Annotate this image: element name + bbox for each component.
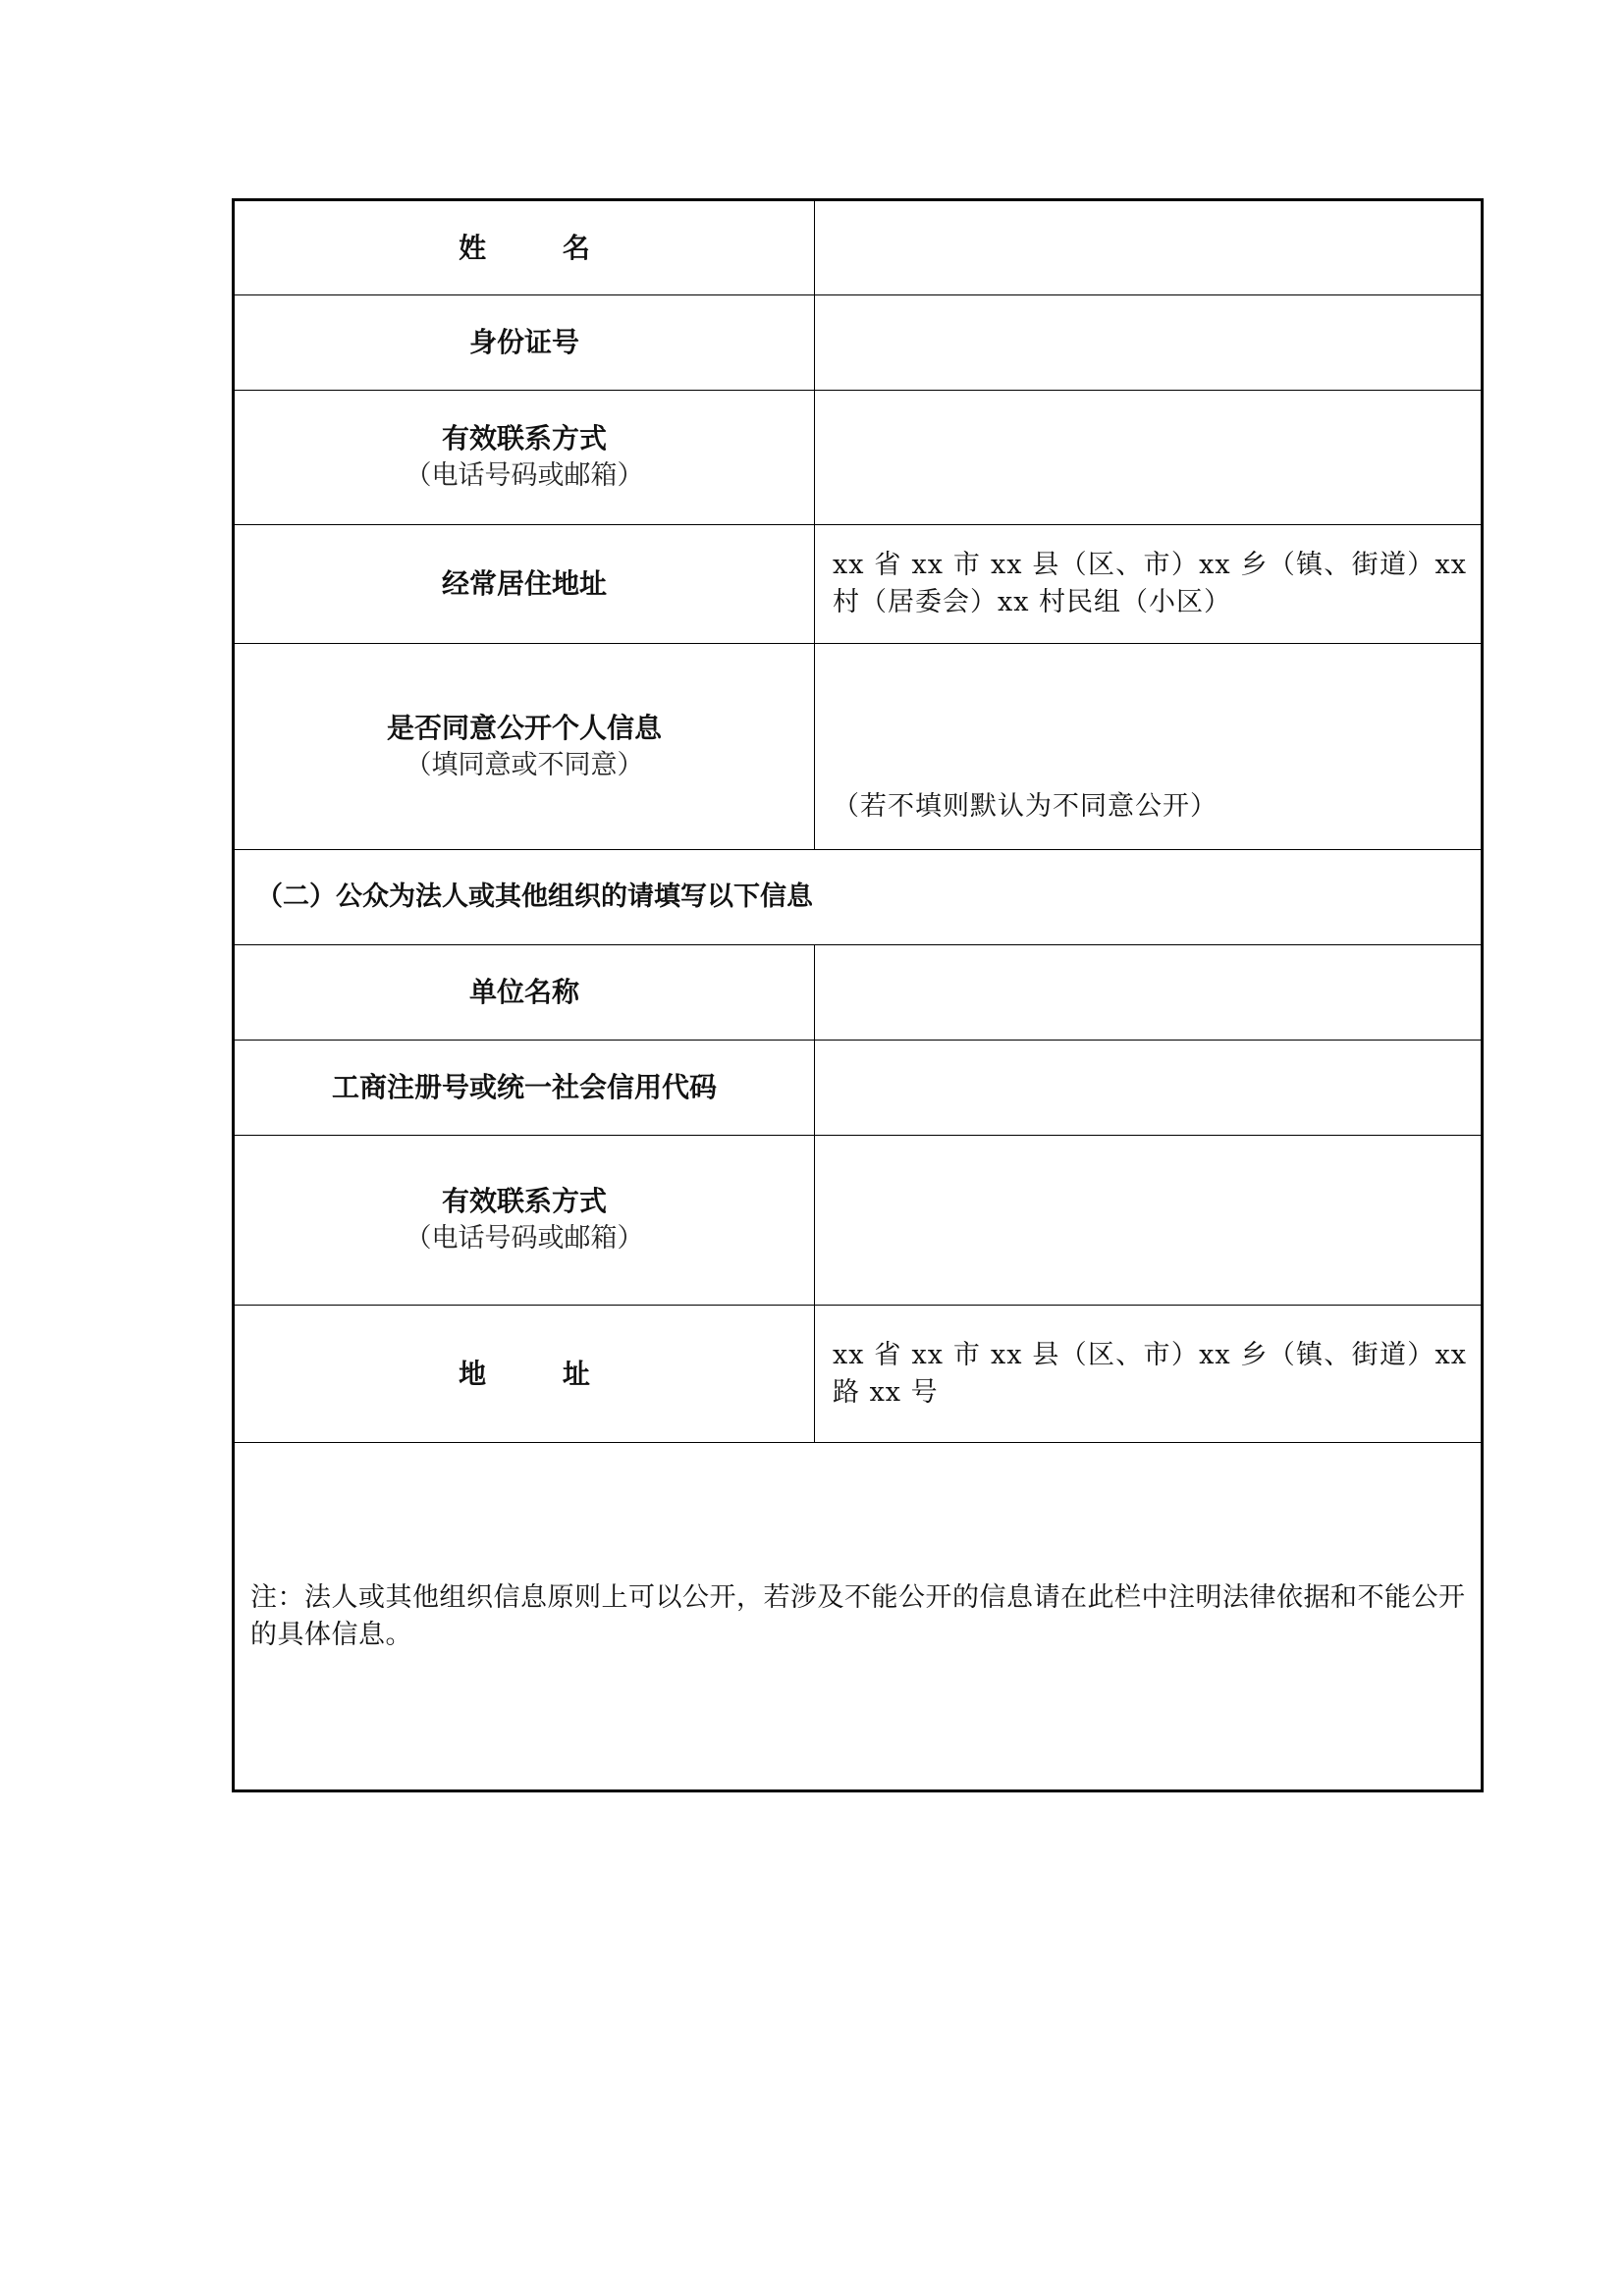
contact-field[interactable]	[815, 391, 1483, 525]
name-label: 姓 名	[459, 231, 623, 264]
org-address-label: 地 址	[459, 1357, 623, 1390]
reg-code-field[interactable]	[815, 1041, 1483, 1136]
contact-label: 有效联系方式	[441, 422, 607, 454]
name-label-cell	[234, 200, 815, 295]
org-address-label-cell	[234, 1306, 815, 1443]
unit-name-label: 单位名称	[468, 976, 579, 1008]
row-org-contact	[234, 1136, 1483, 1306]
id-number-field[interactable]	[815, 295, 1483, 391]
org-contact-field[interactable]	[815, 1136, 1483, 1306]
row-name	[234, 200, 1483, 295]
org-contact-sublabel: （电话号码或邮箱）	[405, 1223, 644, 1254]
residence-label-cell	[234, 525, 815, 644]
consent-sublabel: （填同意或不同意）	[405, 749, 644, 780]
unit-name-field[interactable]	[815, 945, 1483, 1041]
org-contact-label-cell	[234, 1136, 815, 1306]
row-consent	[234, 644, 1483, 850]
reg-code-label-cell	[234, 1041, 815, 1136]
row-section-organization	[234, 850, 1483, 945]
org-contact-label: 有效联系方式	[441, 1185, 607, 1217]
contact-sublabel: （电话号码或邮箱）	[405, 460, 644, 491]
unit-name-label-cell	[234, 945, 815, 1041]
residence-template-text: xx 省 xx 市 xx 县（区、市）xx 乡（镇、街道）xx 村（居委会）xx 村民组（小区）	[833, 550, 1467, 617]
name-field[interactable]	[815, 200, 1483, 295]
row-residence	[234, 525, 1483, 644]
residence-field[interactable]	[815, 525, 1483, 644]
org-address-template-text: xx 省 xx 市 xx 县（区、市）xx 乡（镇、街道）xx 路 xx 号	[833, 1339, 1467, 1408]
section-title: （二）公众为法人或其他组织的请填写以下信息	[234, 850, 1483, 945]
row-org-address	[234, 1306, 1483, 1443]
residence-label: 经常居住地址	[441, 567, 607, 600]
row-id-number	[234, 295, 1483, 391]
org-note-text: 注：法人或其他组织信息原则上可以公开，若涉及不能公开的信息请在此栏中注明法律依据和不能公开的具体信息。	[250, 1581, 1466, 1650]
row-unit-name	[234, 945, 1483, 1041]
consent-field[interactable]	[815, 644, 1483, 850]
reg-code-label: 工商注册号或统一社会信用代码	[331, 1071, 717, 1103]
org-address-field[interactable]	[815, 1306, 1483, 1443]
row-note	[234, 1443, 1483, 1791]
contact-label-cell	[234, 391, 815, 525]
row-contact	[234, 391, 1483, 525]
consent-default-note: （若不填则默认为不同意公开）	[833, 791, 1218, 822]
consent-label: 是否同意公开个人信息	[386, 711, 662, 744]
note-cell[interactable]	[234, 1443, 1483, 1791]
id-number-label: 身份证号	[468, 326, 579, 358]
row-reg-code	[234, 1041, 1483, 1136]
id-label-cell	[234, 295, 815, 391]
consent-label-cell	[234, 644, 815, 850]
info-form-table	[232, 198, 1484, 1792]
